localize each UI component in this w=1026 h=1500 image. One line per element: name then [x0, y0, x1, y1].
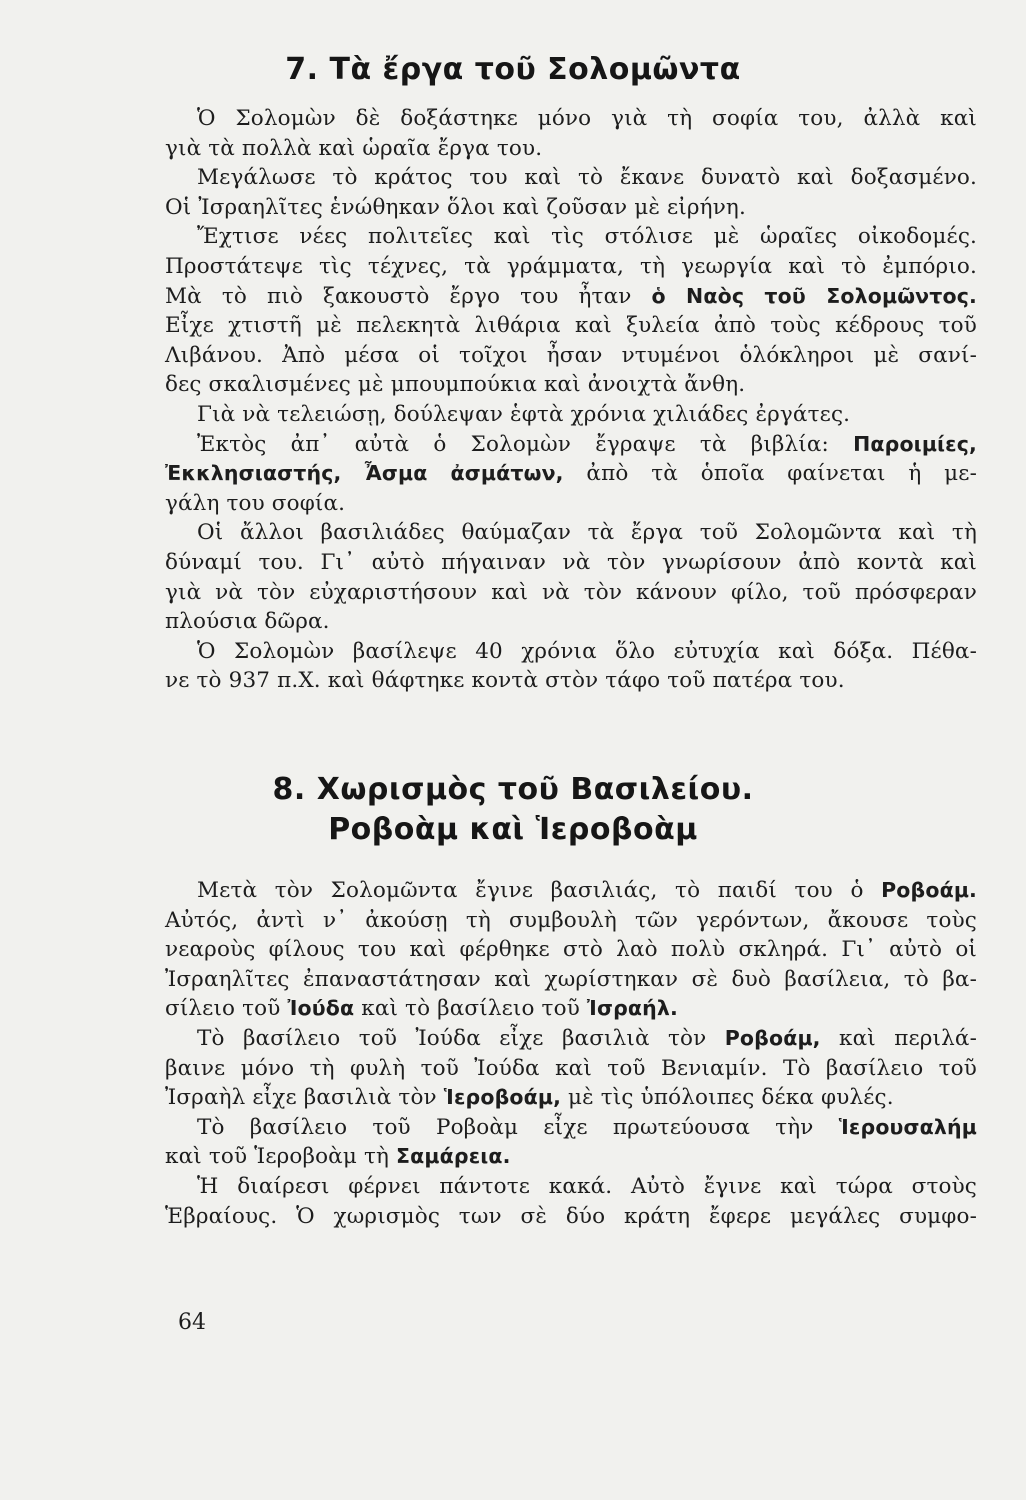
text-line [165, 1083, 977, 1113]
text-line [165, 282, 977, 312]
section-8-title: 8. Χωρισμὸς τοῦ Βασιλείου. [272, 772, 754, 807]
bold-term: Ἰούδα [287, 996, 355, 1021]
text-run: Εἶχε χτιστῆ μὲ πελεκητὰ λιθάρια καὶ ξυλεία ἀπὸ τοὺς κέδρους τοῦ [165, 313, 977, 339]
text-run: Τὸ βασίλειο τοῦ Ροβοὰμ εἶχε πρωτεύουσα τὴν [197, 1114, 839, 1140]
text-line [165, 311, 977, 341]
text-run: Ἐκτὸς ἀπ᾿ αὐτὰ ὁ Σολομὼν ἔγραψε τὰ βιβλία: [197, 431, 854, 457]
bold-term: Ἱεροβοάμ, [443, 1085, 562, 1110]
bold-term: ὁ Ναὸς τοῦ Σολομῶντος. [651, 283, 977, 308]
text-line [165, 1054, 977, 1084]
text-line [165, 459, 977, 489]
page-number: 64 [178, 1310, 206, 1335]
text-line [165, 548, 977, 578]
text-line [165, 489, 977, 519]
section-8-body [165, 876, 977, 1231]
text-run: γιὰ νὰ τὸν εὐχαριστήσουν καὶ νὰ τὸν κάνουν φίλο, τοῦ πρόσφεραν [165, 579, 977, 605]
text-line [165, 104, 977, 134]
text-line [165, 607, 977, 637]
text-line [165, 965, 977, 995]
text-line [165, 1113, 977, 1143]
text-line [165, 370, 977, 400]
text-line [165, 1024, 977, 1054]
text-line [165, 193, 977, 223]
text-run: σίλειο τοῦ [165, 996, 288, 1022]
text-line [165, 935, 977, 965]
text-line [165, 341, 977, 371]
text-line [165, 906, 977, 936]
text-line [165, 430, 977, 460]
section-7-body [165, 104, 977, 696]
text-run: καὶ τοῦ Ἱεροβοὰμ τὴ [165, 1144, 397, 1170]
bold-term: Ἐκκλησιαστής, Ἆσμα ἀσμάτων, [165, 461, 564, 486]
text-run: Ἡ διαίρεσι φέρνει πάντοτε κακά. Αὐτὸ ἔγινε καὶ τώρα στοὺς [197, 1173, 977, 1199]
text-run: Λιβάνου. Ἀπὸ μέσα οἱ τοῖχοι ἦσαν ντυμένοι ὁλόκληροι μὲ σανί- [165, 342, 977, 368]
text-run: Αὐτός, ἀντὶ ν᾿ ἀκούσῃ τὴ συμβουλὴ τῶν γερόντων, ἄκουσε τοὺς [165, 907, 977, 933]
text-run: Οἱ ἄλλοι βασιλιάδες θαύμαζαν τὰ ἔργα τοῦ Σολομῶντα καὶ τὴ [197, 520, 977, 546]
bold-term: Σαμάρεια. [396, 1144, 511, 1169]
text-run: Ἰσραὴλ εἶχε βασιλιὰ τὸν [165, 1085, 444, 1111]
text-line [165, 666, 977, 696]
text-line [165, 637, 977, 667]
text-line [165, 163, 977, 193]
text-run: ἀπὸ τὰ ὁποῖα φαίνεται ἡ με- [563, 461, 977, 487]
bold-term: Ροβοάμ. [881, 878, 977, 902]
text-line [165, 876, 977, 906]
text-run: Προστάτεψε τὶς τέχνες, τὰ γράμματα, τὴ γεωργία καὶ τὸ ἐμπόριο. [165, 253, 977, 279]
text-run: Μεγάλωσε τὸ κράτος του καὶ τὸ ἔκανε δυνατὸ καὶ δοξασμένο. [197, 165, 977, 191]
text-run: Ἰσραηλῖτες ἐπαναστάτησαν καὶ χωρίστηκαν σὲ δυὸ βασίλεια, τὸ βα- [165, 966, 977, 992]
text-run: Οἱ Ἰσραηλῖτες ἑνώθηκαν ὅλοι καὶ ζοῦσαν μὲ εἰρήνη. [165, 194, 746, 220]
text-line [165, 994, 977, 1024]
section-8-subtitle: Ροβοὰμ καὶ Ἱεροβοὰμ [328, 812, 698, 847]
text-run: καὶ περιλά- [820, 1025, 978, 1051]
bold-term: Ἱερουσαλήμ [838, 1114, 977, 1139]
text-line [165, 222, 977, 252]
section-7-title: 7. Τὰ ἔργα τοῦ Σολομῶντα [285, 52, 741, 87]
text-run: Ὁ Σολομὼν δὲ δοξάστηκε μόνο γιὰ τὴ σοφία του, ἀλλὰ καὶ [197, 106, 977, 131]
text-run: Ἔχτισε νέες πολιτεῖες καὶ τὶς στόλισε μὲ ὡραῖες οἰκοδομές. [197, 224, 977, 250]
text-run: Μετὰ τὸν Σολομῶντα ἔγινε βασιλιάς, τὸ παιδί του ὁ [197, 878, 882, 903]
text-line [165, 1142, 977, 1172]
text-run: γάλη του σοφία. [165, 490, 346, 516]
text-run: νεαροὺς φίλους του καὶ φέρθηκε στὸ λαὸ πολὺ σκληρά. Γι᾿ αὐτὸ οἱ [165, 937, 977, 963]
text-line [165, 578, 977, 608]
text-line [165, 518, 977, 548]
text-run: Τὸ βασίλειο τοῦ Ἰούδα εἶχε βασιλιὰ τὸν [197, 1025, 725, 1051]
text-run: Ὁ Σολομὼν βασίλεψε 40 χρόνια ὅλο εὐτυχία καὶ δόξα. Πέθα- [197, 638, 977, 664]
text-line [165, 400, 977, 430]
text-run: βαινε μόνο τὴ φυλὴ τοῦ Ἰούδα καὶ τοῦ Βενιαμίν. Τὸ βασίλειο τοῦ [165, 1055, 977, 1081]
text-line [165, 252, 977, 282]
text-line [165, 1202, 977, 1232]
text-line [165, 1172, 977, 1202]
text-run: γιὰ τὰ πολλὰ καὶ ὡραῖα ἔργα του. [165, 135, 543, 161]
text-run: Γιὰ νὰ τελειώσῃ, δούλεψαν ἑφτὰ χρόνια χιλιάδες ἐργάτες. [197, 401, 851, 427]
text-run: καὶ τὸ βασίλειο τοῦ [354, 996, 587, 1022]
text-run: νε τὸ 937 π.Χ. καὶ θάφτηκε κοντὰ στὸν τάφο τοῦ πατέρα του. [165, 668, 845, 694]
text-run: μὲ τὶς ὑπόλοιπες δέκα φυλές. [561, 1085, 894, 1111]
text-run: πλούσια δῶρα. [165, 609, 330, 635]
text-run: Μὰ τὸ πιὸ ξακουστὸ ἔργο του ἦταν [165, 283, 652, 309]
bold-term: Παροιμίες, [853, 431, 977, 456]
text-run: δύναμί του. Γι᾿ αὐτὸ πήγαιναν νὰ τὸν γνωρίσουν ἀπὸ κοντὰ καὶ [165, 549, 977, 575]
text-run: Ἑβραίους. Ὁ χωρισμὸς των σὲ δύο κράτη ἔφερε μεγάλες συμφο- [165, 1203, 977, 1229]
bold-term: Ροβοάμ, [724, 1025, 821, 1050]
text-run: δες σκαλισμένες μὲ μπουμπούκια καὶ ἀνοιχτὰ ἄνθη. [165, 372, 746, 398]
bold-term: Ἰσραήλ. [586, 996, 678, 1021]
text-line [165, 134, 977, 164]
